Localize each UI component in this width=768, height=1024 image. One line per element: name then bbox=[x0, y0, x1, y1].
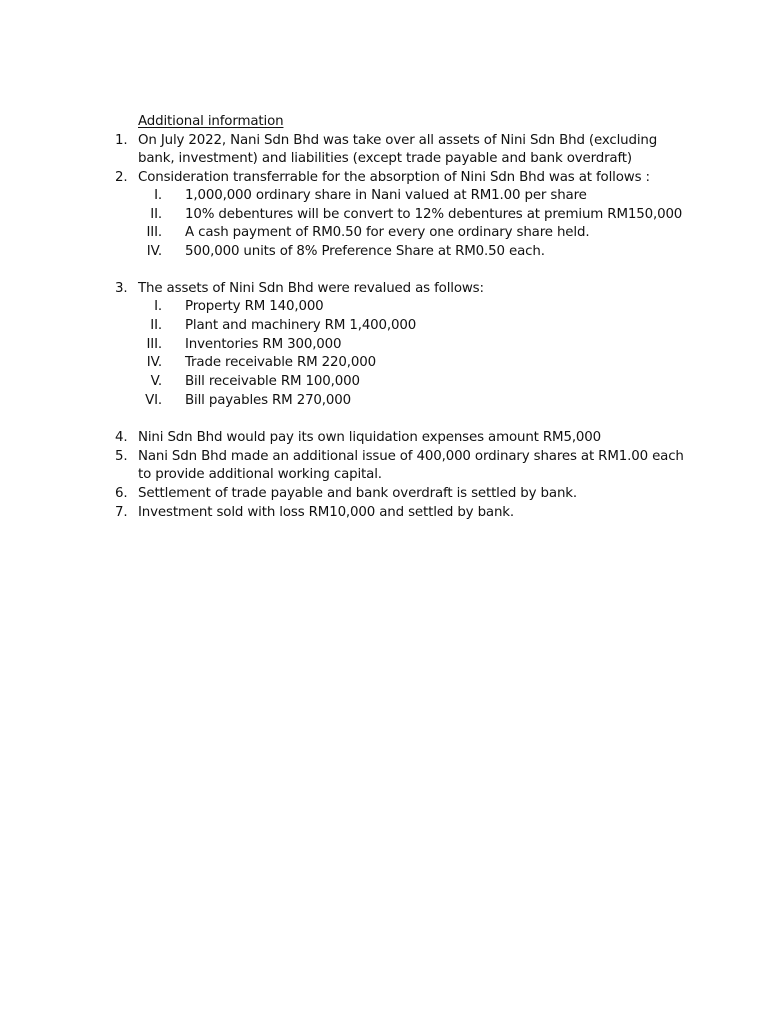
sub-item-numeral: I. bbox=[154, 299, 162, 314]
item-number: 4. bbox=[115, 430, 128, 445]
sub-item-numeral: II. bbox=[150, 207, 162, 222]
sub-item-text: 500,000 units of 8% Preference Share at RM0.50 each. bbox=[185, 244, 545, 259]
sub-item-numeral: III. bbox=[146, 225, 162, 240]
item-number: 1. bbox=[115, 133, 128, 148]
sub-item-numeral: II. bbox=[150, 318, 162, 333]
item-number: 7. bbox=[115, 505, 128, 520]
sub-item-numeral: VI. bbox=[145, 393, 162, 408]
sub-item-text: Property RM 140,000 bbox=[185, 299, 324, 314]
item-text-line: Consideration transferrable for the absorption of Nini Sdn Bhd was at follows : bbox=[138, 170, 650, 185]
sub-item-text: 10% debentures will be convert to 12% debentures at premium RM150,000 bbox=[185, 207, 683, 222]
sub-item-numeral: I. bbox=[154, 188, 162, 203]
sub-item-text: Inventories RM 300,000 bbox=[185, 337, 342, 352]
sub-item-text: Plant and machinery RM 1,400,000 bbox=[185, 318, 417, 333]
item-number: 6. bbox=[115, 486, 128, 501]
item-text-line: Nini Sdn Bhd would pay its own liquidation expenses amount RM5,000 bbox=[138, 430, 602, 445]
item-text-line: bank, investment) and liabilities (except trade payable and bank overdraft) bbox=[138, 151, 632, 166]
item-text-line: to provide additional working capital. bbox=[138, 467, 382, 482]
item-number: 2. bbox=[115, 170, 128, 185]
item-number: 3. bbox=[115, 281, 128, 296]
item-text-line: On July 2022, Nani Sdn Bhd was take over all assets of Nini Sdn Bhd (excluding bbox=[138, 133, 658, 148]
section-heading: Additional information bbox=[138, 114, 284, 129]
sub-item-numeral: IV. bbox=[146, 244, 162, 259]
item-text-line: Nani Sdn Bhd made an additional issue of 400,000 ordinary shares at RM1.00 each bbox=[138, 449, 684, 464]
item-text-line: The assets of Nini Sdn Bhd were revalued as follows: bbox=[138, 281, 484, 296]
item-number: 5. bbox=[115, 449, 128, 464]
item-text-line: Settlement of trade payable and bank overdraft is settled by bank. bbox=[138, 486, 577, 501]
sub-item-text: A cash payment of RM0.50 for every one ordinary share held. bbox=[185, 225, 590, 240]
sub-item-numeral: V. bbox=[150, 374, 162, 389]
sub-item-text: 1,000,000 ordinary share in Nani valued at RM1.00 per share bbox=[185, 188, 587, 203]
sub-item-text: Bill receivable RM 100,000 bbox=[185, 374, 360, 389]
item-text-line: Investment sold with loss RM10,000 and settled by bank. bbox=[138, 505, 515, 520]
sub-item-numeral: III. bbox=[146, 337, 162, 352]
sub-item-text: Bill payables RM 270,000 bbox=[185, 393, 352, 408]
sub-item-text: Trade receivable RM 220,000 bbox=[185, 355, 376, 370]
sub-item-numeral: IV. bbox=[146, 355, 162, 370]
